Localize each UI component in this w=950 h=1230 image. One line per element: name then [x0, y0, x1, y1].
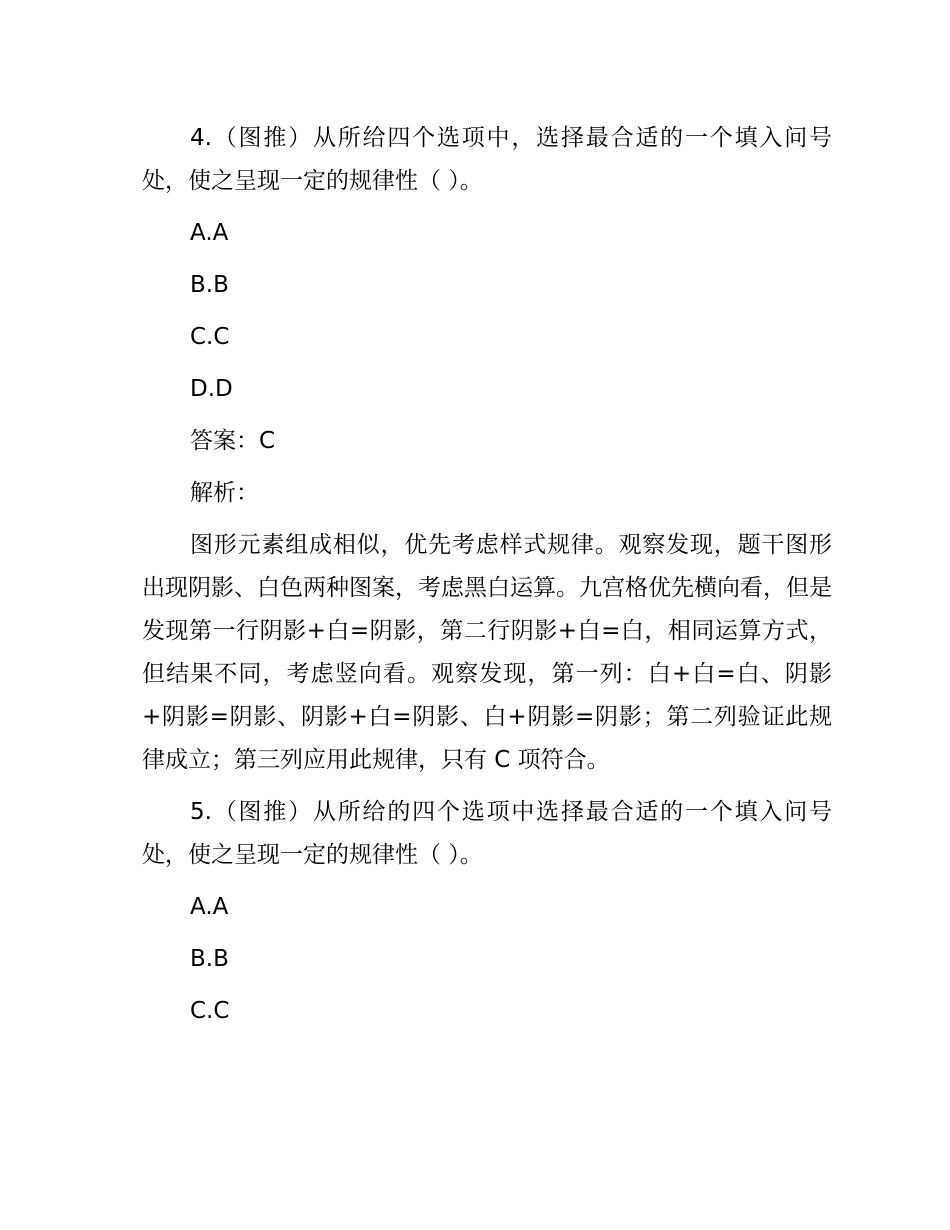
question-5-option-a: A.A [190, 894, 229, 920]
question-4-option-d: D.D [190, 376, 233, 402]
question-4-option-c: C.C [190, 324, 230, 350]
question-4-stem: 4.（图推）从所给四个选项中，选择最合适的一个填入问号处，使之呈现一定的规律性（ ）。 [142, 125, 832, 194]
question-4-analysis: 图形元素组成相似，优先考虑样式规律。观察发现，题干图形出现阴影、白色两种图案，考虑黑白运算。九宫格优先横向看，但是发现第一行阴影+白=阴影，第二行阴影+白=白，相同运算方式，但结果不同，考虑竖向看。观察发现，第一列：白+白=白、阴影+阴影=阴影、阴影+白=阴影、白+阴影=阴影；第二列验证此规律成立；第三列应用此规律，只有 C 项符合。 [142, 532, 832, 773]
question-4-answer: 答案：C [190, 428, 276, 454]
document-content [142, 117, 832, 1033]
question-5-option-b: B.B [190, 946, 229, 972]
question-5-option-c: C.C [190, 998, 230, 1024]
question-4-option-a: A.A [190, 220, 229, 246]
question-4-analysis-label: 解析： [190, 480, 259, 506]
question-5-stem: 5.（图推）从所给的四个选项中选择最合适的一个填入问号处，使之呈现一定的规律性（ ）。 [142, 799, 832, 868]
question-4-option-b: B.B [190, 272, 229, 298]
